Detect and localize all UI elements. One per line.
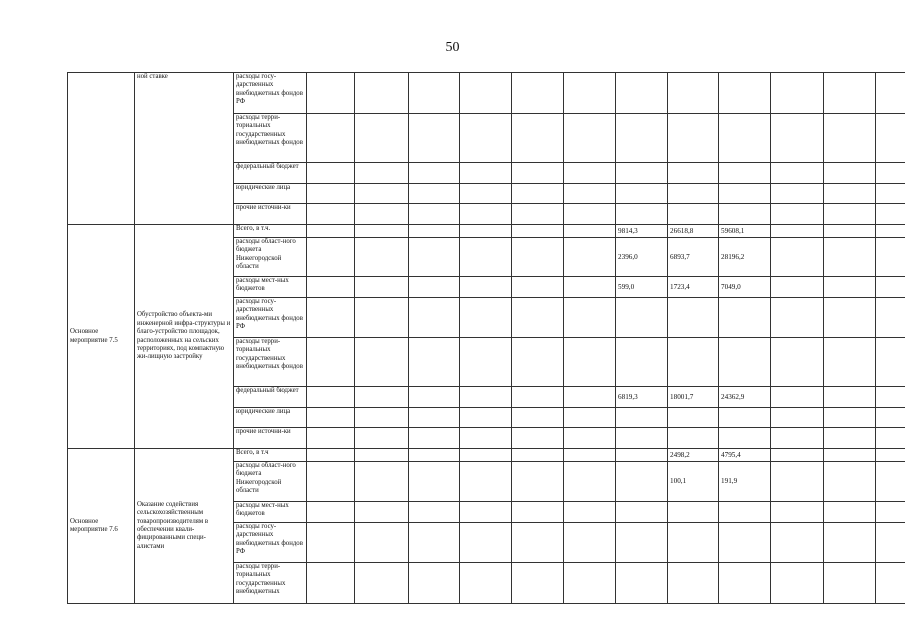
empty-cell <box>771 408 824 428</box>
empty-cell <box>355 523 409 563</box>
measure-description-cell: ной ставке <box>135 73 234 225</box>
empty-cell <box>409 277 460 298</box>
empty-cell <box>771 238 824 277</box>
empty-cell <box>876 563 905 604</box>
empty-cell <box>307 277 355 298</box>
empty-cell <box>460 502 512 523</box>
empty-cell <box>355 184 409 204</box>
value-cell <box>719 163 771 184</box>
value-cell <box>668 163 719 184</box>
empty-cell <box>876 502 905 523</box>
empty-cell <box>307 225 355 238</box>
empty-cell <box>460 277 512 298</box>
empty-cell <box>771 225 824 238</box>
empty-cell <box>355 449 409 462</box>
empty-cell <box>355 114 409 163</box>
empty-cell <box>409 449 460 462</box>
empty-cell <box>512 238 564 277</box>
empty-cell <box>307 204 355 225</box>
empty-cell <box>876 238 905 277</box>
empty-cell <box>307 449 355 462</box>
value-cell: 9814,3 <box>616 225 668 238</box>
empty-cell <box>409 114 460 163</box>
value-cell: 28196,2 <box>719 238 771 277</box>
empty-cell <box>512 408 564 428</box>
empty-cell <box>876 408 905 428</box>
value-cell <box>616 184 668 204</box>
empty-cell <box>824 449 876 462</box>
empty-cell <box>460 338 512 387</box>
empty-cell <box>876 338 905 387</box>
empty-cell <box>307 428 355 449</box>
empty-cell <box>355 428 409 449</box>
empty-cell <box>824 338 876 387</box>
value-cell <box>668 502 719 523</box>
empty-cell <box>771 204 824 225</box>
empty-cell <box>307 502 355 523</box>
empty-cell <box>460 449 512 462</box>
empty-cell <box>512 338 564 387</box>
value-cell <box>668 408 719 428</box>
value-cell: 7049,0 <box>719 277 771 298</box>
funding-source-label: расходы терри-ториальных государственных внебюджетных <box>234 563 307 604</box>
value-cell <box>719 428 771 449</box>
empty-cell <box>824 563 876 604</box>
empty-cell <box>512 204 564 225</box>
measure-description-cell: Обустройство объекта-ми инженерной инфра-структуры и благо-устройство площадок, расположенных на сельских территориях, под компактную жи-лищную застройку <box>135 225 234 449</box>
empty-cell <box>409 204 460 225</box>
empty-cell <box>355 163 409 184</box>
empty-cell <box>409 387 460 408</box>
empty-cell <box>355 408 409 428</box>
empty-cell <box>512 502 564 523</box>
funding-source-label: юридические лица <box>234 184 307 204</box>
value-cell: 59608,1 <box>719 225 771 238</box>
value-cell <box>668 523 719 563</box>
empty-cell <box>824 184 876 204</box>
value-cell: 4795,4 <box>719 449 771 462</box>
empty-cell <box>355 563 409 604</box>
value-cell <box>719 184 771 204</box>
measure-code-cell <box>68 73 135 225</box>
empty-cell <box>307 387 355 408</box>
empty-cell <box>564 238 616 277</box>
empty-cell <box>409 238 460 277</box>
value-cell <box>616 204 668 225</box>
empty-cell <box>564 502 616 523</box>
funding-source-label: расходы област-ного бюджета Нижегородской области <box>234 462 307 502</box>
value-cell <box>719 204 771 225</box>
empty-cell <box>564 387 616 408</box>
empty-cell <box>771 523 824 563</box>
value-cell <box>719 502 771 523</box>
empty-cell <box>355 462 409 502</box>
empty-cell <box>409 523 460 563</box>
empty-cell <box>512 225 564 238</box>
empty-cell <box>876 277 905 298</box>
table-row <box>68 449 905 462</box>
empty-cell <box>876 184 905 204</box>
empty-cell <box>876 225 905 238</box>
value-cell <box>668 298 719 338</box>
empty-cell <box>460 563 512 604</box>
value-cell <box>616 408 668 428</box>
empty-cell <box>771 277 824 298</box>
value-cell <box>668 73 719 114</box>
empty-cell <box>564 428 616 449</box>
value-cell <box>668 428 719 449</box>
empty-cell <box>771 428 824 449</box>
value-cell: 18001,7 <box>668 387 719 408</box>
measure-code-cell: Основное мероприятие 7.5 <box>68 225 135 449</box>
empty-cell <box>307 523 355 563</box>
value-cell: 599,0 <box>616 277 668 298</box>
empty-cell <box>307 114 355 163</box>
value-cell <box>668 114 719 163</box>
empty-cell <box>564 462 616 502</box>
empty-cell <box>355 298 409 338</box>
empty-cell <box>460 408 512 428</box>
empty-cell <box>409 184 460 204</box>
empty-cell <box>824 163 876 184</box>
empty-cell <box>355 73 409 114</box>
empty-cell <box>824 238 876 277</box>
value-cell <box>616 563 668 604</box>
value-cell <box>616 163 668 184</box>
value-cell: 26618,8 <box>668 225 719 238</box>
empty-cell <box>409 225 460 238</box>
empty-cell <box>307 338 355 387</box>
value-cell: 1723,4 <box>668 277 719 298</box>
empty-cell <box>824 502 876 523</box>
empty-cell <box>355 387 409 408</box>
value-cell: 2396,0 <box>616 238 668 277</box>
funding-source-label: расходы госу-дарственных внебюджетных фондов РФ <box>234 298 307 338</box>
empty-cell <box>824 387 876 408</box>
empty-cell <box>460 462 512 502</box>
value-cell <box>616 428 668 449</box>
funding-source-label: прочие источни-ки <box>234 204 307 225</box>
empty-cell <box>564 204 616 225</box>
empty-cell <box>876 387 905 408</box>
funding-source-label: расходы област-ного бюджета Нижегородской области <box>234 238 307 277</box>
empty-cell <box>564 298 616 338</box>
value-cell <box>616 449 668 462</box>
funding-source-label: расходы терри-ториальных государственных внебюджетных фондов <box>234 338 307 387</box>
empty-cell <box>460 238 512 277</box>
empty-cell <box>460 163 512 184</box>
empty-cell <box>564 563 616 604</box>
empty-cell <box>307 563 355 604</box>
empty-cell <box>409 338 460 387</box>
value-cell <box>719 338 771 387</box>
empty-cell <box>512 462 564 502</box>
empty-cell <box>307 163 355 184</box>
empty-cell <box>876 298 905 338</box>
empty-cell <box>824 114 876 163</box>
empty-cell <box>876 462 905 502</box>
value-cell: 6893,7 <box>668 238 719 277</box>
value-cell: 191,9 <box>719 462 771 502</box>
table-row <box>68 73 905 114</box>
empty-cell <box>512 523 564 563</box>
empty-cell <box>564 163 616 184</box>
funding-source-label: Всего, в т.ч. <box>234 225 307 238</box>
empty-cell <box>564 408 616 428</box>
empty-cell <box>409 163 460 184</box>
empty-cell <box>771 298 824 338</box>
funding-source-label: расходы госу-дарственных внебюджетных фондов РФ <box>234 523 307 563</box>
value-cell <box>616 523 668 563</box>
value-cell <box>616 73 668 114</box>
empty-cell <box>771 563 824 604</box>
empty-cell <box>460 298 512 338</box>
empty-cell <box>512 563 564 604</box>
empty-cell <box>355 204 409 225</box>
empty-cell <box>355 338 409 387</box>
value-cell <box>668 184 719 204</box>
empty-cell <box>409 408 460 428</box>
measure-description-cell: Оказание содействия сельскохозяйственным товаропроизводителям в обеспечении квали-фицированными специ-алистами <box>135 449 234 604</box>
value-cell <box>719 408 771 428</box>
funding-source-label: расходы мест-ных бюджетов <box>234 277 307 298</box>
measure-code-cell: Основное мероприятие 7.6 <box>68 449 135 604</box>
empty-cell <box>460 428 512 449</box>
empty-cell <box>824 298 876 338</box>
empty-cell <box>512 184 564 204</box>
empty-cell <box>564 114 616 163</box>
empty-cell <box>307 184 355 204</box>
empty-cell <box>512 298 564 338</box>
empty-cell <box>512 114 564 163</box>
empty-cell <box>876 428 905 449</box>
empty-cell <box>307 238 355 277</box>
empty-cell <box>824 73 876 114</box>
empty-cell <box>824 225 876 238</box>
value-cell <box>668 204 719 225</box>
empty-cell <box>460 184 512 204</box>
empty-cell <box>876 523 905 563</box>
funding-source-label: расходы госу-дарственных внебюджетных фондов РФ <box>234 73 307 114</box>
page-number: 50 <box>445 40 460 55</box>
empty-cell <box>564 225 616 238</box>
empty-cell <box>409 73 460 114</box>
empty-cell <box>307 408 355 428</box>
empty-cell <box>409 298 460 338</box>
empty-cell <box>771 114 824 163</box>
empty-cell <box>409 563 460 604</box>
empty-cell <box>824 408 876 428</box>
empty-cell <box>460 73 512 114</box>
empty-cell <box>409 428 460 449</box>
value-cell: 100,1 <box>668 462 719 502</box>
empty-cell <box>771 163 824 184</box>
empty-cell <box>771 502 824 523</box>
empty-cell <box>824 523 876 563</box>
funding-source-label: Всего, в т.ч <box>234 449 307 462</box>
empty-cell <box>355 277 409 298</box>
value-cell <box>719 523 771 563</box>
funding-source-label: расходы мест-ных бюджетов <box>234 502 307 523</box>
value-cell: 24362,9 <box>719 387 771 408</box>
value-cell <box>719 298 771 338</box>
empty-cell <box>355 238 409 277</box>
empty-cell <box>824 428 876 449</box>
funding-source-label: федеральный бюджет <box>234 387 307 408</box>
empty-cell <box>512 277 564 298</box>
empty-cell <box>409 502 460 523</box>
value-cell <box>616 338 668 387</box>
empty-cell <box>512 73 564 114</box>
value-cell <box>616 114 668 163</box>
empty-cell <box>876 449 905 462</box>
empty-cell <box>771 462 824 502</box>
empty-cell <box>564 184 616 204</box>
empty-cell <box>307 462 355 502</box>
value-cell <box>719 73 771 114</box>
empty-cell <box>355 225 409 238</box>
value-cell <box>668 563 719 604</box>
empty-cell <box>564 73 616 114</box>
empty-cell <box>460 523 512 563</box>
value-cell <box>616 298 668 338</box>
value-cell <box>719 114 771 163</box>
empty-cell <box>771 73 824 114</box>
empty-cell <box>876 204 905 225</box>
empty-cell <box>460 387 512 408</box>
funding-source-label: юридические лица <box>234 408 307 428</box>
empty-cell <box>824 462 876 502</box>
value-cell <box>668 338 719 387</box>
empty-cell <box>512 428 564 449</box>
empty-cell <box>771 338 824 387</box>
empty-cell <box>876 114 905 163</box>
table-row <box>68 225 905 238</box>
empty-cell <box>771 387 824 408</box>
value-cell: 6819,3 <box>616 387 668 408</box>
empty-cell <box>307 73 355 114</box>
empty-cell <box>564 523 616 563</box>
value-cell <box>616 502 668 523</box>
value-cell <box>719 563 771 604</box>
empty-cell <box>876 73 905 114</box>
empty-cell <box>564 277 616 298</box>
funding-source-label: прочие источни-ки <box>234 428 307 449</box>
empty-cell <box>307 298 355 338</box>
empty-cell <box>564 338 616 387</box>
empty-cell <box>771 184 824 204</box>
empty-cell <box>355 502 409 523</box>
empty-cell <box>460 114 512 163</box>
empty-cell <box>564 449 616 462</box>
funding-source-label: расходы терри-ториальных государственных внебюджетных фондов <box>234 114 307 163</box>
empty-cell <box>824 277 876 298</box>
empty-cell <box>512 163 564 184</box>
empty-cell <box>824 204 876 225</box>
empty-cell <box>876 163 905 184</box>
empty-cell <box>512 387 564 408</box>
empty-cell <box>460 204 512 225</box>
budget-table <box>67 72 905 604</box>
empty-cell <box>409 462 460 502</box>
value-cell: 2498,2 <box>668 449 719 462</box>
empty-cell <box>460 225 512 238</box>
empty-cell <box>512 449 564 462</box>
value-cell <box>616 462 668 502</box>
funding-source-label: федеральный бюджет <box>234 163 307 184</box>
empty-cell <box>771 449 824 462</box>
